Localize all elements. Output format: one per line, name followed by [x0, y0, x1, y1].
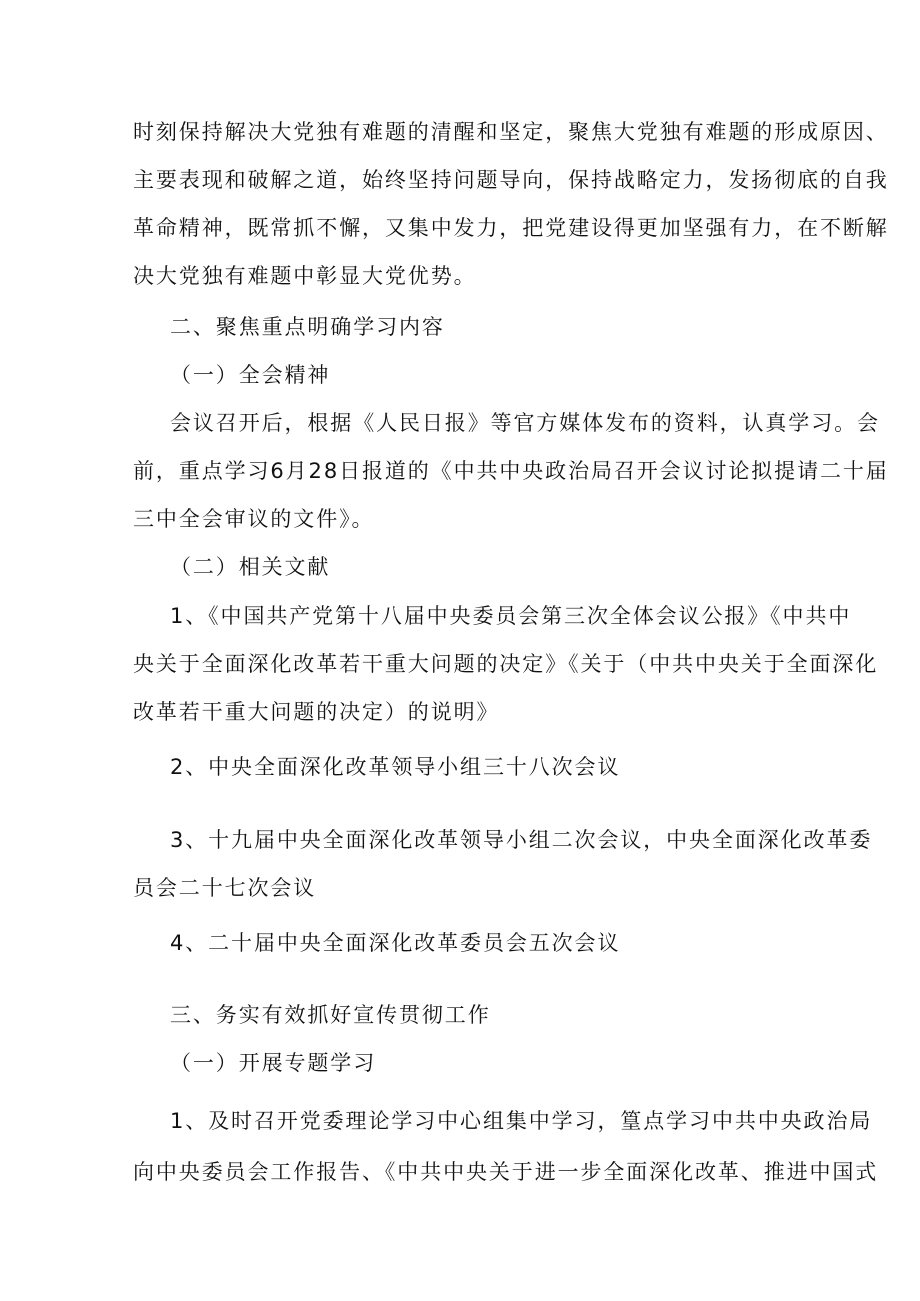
intro-line-1: 时刻保持解决大党独有难题的清醒和坚定，聚焦大党独有难题的形成原因、	[133, 120, 889, 144]
sub1-para-line-1: 会议召开后，根据《人民日报》等官方媒体发布的资料，认真学习。会	[170, 411, 880, 435]
sub2-item1-line-1: 1、《中国共产党第十八届中央委员会第三次全体会议公报》《中共中	[170, 604, 852, 628]
sub2-item3-line-1: 3、十九届中央全面深化改革领导小组二次会议，中央全面深化改革委	[170, 828, 873, 852]
sub2-item4: 4、二十届中央全面深化改革委员会五次会议	[170, 931, 621, 955]
sub1-para-line-3: 三中全会审议的文件》。	[133, 507, 375, 531]
section3-sub1-heading: （一）开展专题学习	[170, 1051, 377, 1075]
sub2-item1-line-3: 改革若干重大问题的决定）的说明》	[133, 700, 500, 724]
intro-line-4: 决大党独有难题中彰显大党优势。	[133, 264, 477, 288]
section2-heading: 二、聚焦重点明确学习内容	[170, 315, 445, 339]
section3-item1-line-1: 1、及时召开党委理论学习中心组集中学习，篁点学习中共中央政治局	[170, 1109, 873, 1133]
section3-heading: 三、务实有效抓好宣传贯彻工作	[170, 1003, 491, 1027]
sub2-item2: 2、中央全面深化改革领导小组三十八次会议	[170, 755, 621, 779]
sub1-para-line-2: 前，重点学习6月28日报道的《中共中央政治局召开会议讨论拟提请二十届	[133, 459, 889, 483]
intro-line-3: 革命精神，既常抓不懈，又集中发力，把党建设得更加坚强有力，在不断解	[133, 216, 889, 240]
sub2-item1-line-2: 央关于全面深化改革若干重大问题的决定》《关于（中共中央关于全面深化	[133, 652, 879, 676]
intro-line-2: 主要表现和破解之道，始终坚持问题导向，保持战略定力，发扬彻底的自我	[133, 168, 889, 192]
sub2-item3-line-2: 员会二十七次会议	[133, 876, 317, 900]
section2-sub2-heading: （二）相关文献	[170, 555, 331, 579]
section2-sub1-heading: （一）全会精神	[170, 363, 331, 387]
section3-item1-line-2: 向中央委员会工作报告、《中共中央关于进一步全面深化改革、推进中国式	[133, 1160, 879, 1184]
